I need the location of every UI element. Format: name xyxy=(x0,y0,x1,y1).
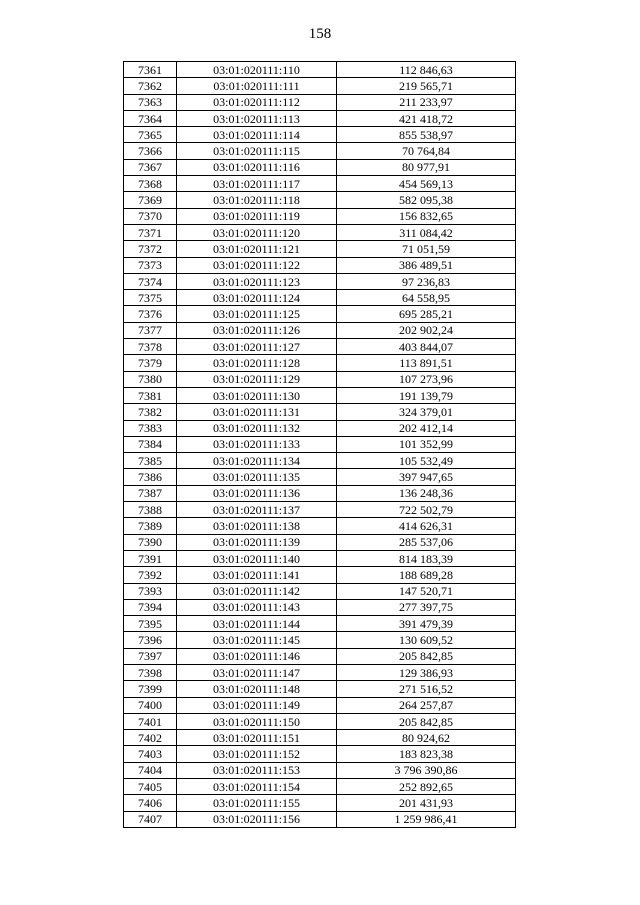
row-number-cell: 7389 xyxy=(124,518,177,534)
table-row xyxy=(124,664,516,680)
cadastral-number-cell: 03:01:020111:112 xyxy=(177,94,337,110)
cadastral-number-cell: 03:01:020111:127 xyxy=(177,339,337,355)
cadastral-number-cell: 03:01:020111:154 xyxy=(177,779,337,795)
cadastral-number-cell: 03:01:020111:119 xyxy=(177,208,337,224)
row-number-cell: 7384 xyxy=(124,436,177,452)
row-number-cell: 7365 xyxy=(124,127,177,143)
cadastral-value-cell: 113 891,51 xyxy=(337,355,516,371)
table-row xyxy=(124,762,516,778)
table-row xyxy=(124,616,516,632)
table-row xyxy=(124,518,516,534)
table-row xyxy=(124,159,516,175)
cadastral-number-cell: 03:01:020111:114 xyxy=(177,127,337,143)
cadastral-number-cell: 03:01:020111:122 xyxy=(177,257,337,273)
row-number-cell: 7379 xyxy=(124,355,177,371)
table-row xyxy=(124,485,516,501)
page-number: 158 xyxy=(308,26,332,42)
table-row xyxy=(124,681,516,697)
table-row xyxy=(124,176,516,192)
row-number-cell: 7400 xyxy=(124,697,177,713)
row-number-cell: 7393 xyxy=(124,583,177,599)
cadastral-value-cell: 112 846,63 xyxy=(337,62,516,78)
cadastral-value-cell: 201 431,93 xyxy=(337,795,516,811)
cadastral-value-cell: 814 183,39 xyxy=(337,550,516,566)
cadastral-value-cell: 130 609,52 xyxy=(337,632,516,648)
row-number-cell: 7364 xyxy=(124,110,177,126)
cadastral-number-cell: 03:01:020111:132 xyxy=(177,420,337,436)
cadastral-value-cell: 156 832,65 xyxy=(337,208,516,224)
cadastral-number-cell: 03:01:020111:116 xyxy=(177,159,337,175)
table-row xyxy=(124,404,516,420)
cadastral-value-cell: 107 273,96 xyxy=(337,371,516,387)
cadastral-number-cell: 03:01:020111:129 xyxy=(177,371,337,387)
table-row xyxy=(124,632,516,648)
table-row xyxy=(124,746,516,762)
row-number-cell: 7395 xyxy=(124,616,177,632)
table-row xyxy=(124,208,516,224)
cadastral-number-cell: 03:01:020111:144 xyxy=(177,616,337,632)
cadastral-value-cell: 1 259 986,41 xyxy=(337,811,516,827)
table-row xyxy=(124,811,516,827)
row-number-cell: 7401 xyxy=(124,713,177,729)
table-row xyxy=(124,224,516,240)
cadastral-number-cell: 03:01:020111:125 xyxy=(177,306,337,322)
table-row xyxy=(124,110,516,126)
table-row xyxy=(124,143,516,159)
row-number-cell: 7371 xyxy=(124,224,177,240)
row-number-cell: 7392 xyxy=(124,567,177,583)
cadastral-value-cell: 211 233,97 xyxy=(337,94,516,110)
table-row xyxy=(124,567,516,583)
cadastral-number-cell: 03:01:020111:156 xyxy=(177,811,337,827)
cadastral-number-cell: 03:01:020111:118 xyxy=(177,192,337,208)
cadastral-number-cell: 03:01:020111:142 xyxy=(177,583,337,599)
table-row xyxy=(124,355,516,371)
cadastral-value-cell: 695 285,21 xyxy=(337,306,516,322)
table-row xyxy=(124,273,516,289)
table-row xyxy=(124,62,516,78)
table-row xyxy=(124,453,516,469)
cadastral-value-cell: 391 479,39 xyxy=(337,616,516,632)
cadastral-number-cell: 03:01:020111:131 xyxy=(177,404,337,420)
row-number-cell: 7366 xyxy=(124,143,177,159)
row-number-cell: 7376 xyxy=(124,306,177,322)
table-row xyxy=(124,583,516,599)
cadastral-value-cell: 205 842,85 xyxy=(337,648,516,664)
row-number-cell: 7380 xyxy=(124,371,177,387)
cadastral-value-cell: 397 947,65 xyxy=(337,469,516,485)
cadastral-value-cell: 219 565,71 xyxy=(337,78,516,94)
cadastral-number-cell: 03:01:020111:140 xyxy=(177,550,337,566)
cadastral-number-cell: 03:01:020111:138 xyxy=(177,518,337,534)
cadastral-number-cell: 03:01:020111:155 xyxy=(177,795,337,811)
table-body xyxy=(124,62,516,828)
cadastral-value-cell: 71 051,59 xyxy=(337,241,516,257)
table-row xyxy=(124,371,516,387)
row-number-cell: 7373 xyxy=(124,257,177,273)
cadastral-value-cell: 147 520,71 xyxy=(337,583,516,599)
table-row xyxy=(124,339,516,355)
row-number-cell: 7377 xyxy=(124,322,177,338)
cadastral-value-cell: 188 689,28 xyxy=(337,567,516,583)
row-number-cell: 7390 xyxy=(124,534,177,550)
row-number-cell: 7387 xyxy=(124,485,177,501)
cadastral-number-cell: 03:01:020111:115 xyxy=(177,143,337,159)
cadastral-value-cell: 205 842,85 xyxy=(337,713,516,729)
table-row xyxy=(124,534,516,550)
row-number-cell: 7378 xyxy=(124,339,177,355)
row-number-cell: 7404 xyxy=(124,762,177,778)
row-number-cell: 7403 xyxy=(124,746,177,762)
cadastral-number-cell: 03:01:020111:117 xyxy=(177,176,337,192)
cadastral-value-cell: 80 924,62 xyxy=(337,730,516,746)
cadastral-value-cell: 97 236,83 xyxy=(337,273,516,289)
cadastral-number-cell: 03:01:020111:141 xyxy=(177,567,337,583)
table-row xyxy=(124,257,516,273)
cadastral-number-cell: 03:01:020111:137 xyxy=(177,502,337,518)
row-number-cell: 7388 xyxy=(124,502,177,518)
row-number-cell: 7370 xyxy=(124,208,177,224)
table-row xyxy=(124,436,516,452)
cadastral-number-cell: 03:01:020111:149 xyxy=(177,697,337,713)
table-row xyxy=(124,469,516,485)
table-row xyxy=(124,322,516,338)
table-row xyxy=(124,550,516,566)
row-number-cell: 7397 xyxy=(124,648,177,664)
table-row xyxy=(124,290,516,306)
row-number-cell: 7368 xyxy=(124,176,177,192)
row-number-cell: 7369 xyxy=(124,192,177,208)
row-number-cell: 7367 xyxy=(124,159,177,175)
cadastral-number-cell: 03:01:020111:153 xyxy=(177,762,337,778)
cadastral-value-cell: 105 532,49 xyxy=(337,453,516,469)
cadastral-value-cell: 324 379,01 xyxy=(337,404,516,420)
cadastral-number-cell: 03:01:020111:130 xyxy=(177,387,337,403)
row-number-cell: 7362 xyxy=(124,78,177,94)
table-row xyxy=(124,779,516,795)
row-number-cell: 7382 xyxy=(124,404,177,420)
table-row xyxy=(124,192,516,208)
cadastral-number-cell: 03:01:020111:128 xyxy=(177,355,337,371)
row-number-cell: 7386 xyxy=(124,469,177,485)
cadastral-value-cell: 191 139,79 xyxy=(337,387,516,403)
cadastral-number-cell: 03:01:020111:139 xyxy=(177,534,337,550)
cadastral-value-cell: 64 558,95 xyxy=(337,290,516,306)
row-number-cell: 7383 xyxy=(124,420,177,436)
cadastral-number-cell: 03:01:020111:110 xyxy=(177,62,337,78)
cadastral-value-cell: 101 352,99 xyxy=(337,436,516,452)
table-row xyxy=(124,795,516,811)
row-number-cell: 7381 xyxy=(124,387,177,403)
row-number-cell: 7374 xyxy=(124,273,177,289)
row-number-cell: 7402 xyxy=(124,730,177,746)
table-row xyxy=(124,599,516,615)
cadastral-value-cell: 3 796 390,86 xyxy=(337,762,516,778)
table-row xyxy=(124,127,516,143)
cadastral-value-cell: 80 977,91 xyxy=(337,159,516,175)
cadastral-value-cell: 277 397,75 xyxy=(337,599,516,615)
cadastral-number-cell: 03:01:020111:150 xyxy=(177,713,337,729)
cadastral-number-cell: 03:01:020111:136 xyxy=(177,485,337,501)
cadastral-value-cell: 271 516,52 xyxy=(337,681,516,697)
table-row xyxy=(124,241,516,257)
table-row xyxy=(124,697,516,713)
cadastral-value-table xyxy=(123,61,516,828)
table-row xyxy=(124,78,516,94)
cadastral-number-cell: 03:01:020111:120 xyxy=(177,224,337,240)
table-row xyxy=(124,648,516,664)
cadastral-number-cell: 03:01:020111:148 xyxy=(177,681,337,697)
row-number-cell: 7406 xyxy=(124,795,177,811)
cadastral-number-cell: 03:01:020111:123 xyxy=(177,273,337,289)
cadastral-number-cell: 03:01:020111:134 xyxy=(177,453,337,469)
table-row xyxy=(124,420,516,436)
cadastral-number-cell: 03:01:020111:121 xyxy=(177,241,337,257)
cadastral-value-cell: 70 764,84 xyxy=(337,143,516,159)
cadastral-value-cell: 421 418,72 xyxy=(337,110,516,126)
row-number-cell: 7407 xyxy=(124,811,177,827)
table-row xyxy=(124,730,516,746)
cadastral-value-cell: 202 902,24 xyxy=(337,322,516,338)
row-number-cell: 7385 xyxy=(124,453,177,469)
row-number-cell: 7375 xyxy=(124,290,177,306)
row-number-cell: 7361 xyxy=(124,62,177,78)
row-number-cell: 7391 xyxy=(124,550,177,566)
cadastral-number-cell: 03:01:020111:135 xyxy=(177,469,337,485)
cadastral-number-cell: 03:01:020111:151 xyxy=(177,730,337,746)
cadastral-number-cell: 03:01:020111:133 xyxy=(177,436,337,452)
cadastral-value-cell: 855 538,97 xyxy=(337,127,516,143)
cadastral-number-cell: 03:01:020111:147 xyxy=(177,664,337,680)
cadastral-value-cell: 202 412,14 xyxy=(337,420,516,436)
cadastral-value-cell: 311 084,42 xyxy=(337,224,516,240)
cadastral-number-cell: 03:01:020111:113 xyxy=(177,110,337,126)
cadastral-number-cell: 03:01:020111:145 xyxy=(177,632,337,648)
cadastral-number-cell: 03:01:020111:111 xyxy=(177,78,337,94)
table-row xyxy=(124,502,516,518)
cadastral-number-cell: 03:01:020111:124 xyxy=(177,290,337,306)
cadastral-value-cell: 285 537,06 xyxy=(337,534,516,550)
cadastral-value-cell: 252 892,65 xyxy=(337,779,516,795)
cadastral-value-cell: 403 844,07 xyxy=(337,339,516,355)
row-number-cell: 7394 xyxy=(124,599,177,615)
cadastral-value-cell: 136 248,36 xyxy=(337,485,516,501)
row-number-cell: 7399 xyxy=(124,681,177,697)
row-number-cell: 7363 xyxy=(124,94,177,110)
cadastral-value-cell: 183 823,38 xyxy=(337,746,516,762)
table-row xyxy=(124,94,516,110)
row-number-cell: 7396 xyxy=(124,632,177,648)
table-row xyxy=(124,306,516,322)
cadastral-value-cell: 264 257,87 xyxy=(337,697,516,713)
cadastral-number-cell: 03:01:020111:126 xyxy=(177,322,337,338)
row-number-cell: 7398 xyxy=(124,664,177,680)
cadastral-number-cell: 03:01:020111:146 xyxy=(177,648,337,664)
cadastral-value-cell: 386 489,51 xyxy=(337,257,516,273)
cadastral-value-cell: 454 569,13 xyxy=(337,176,516,192)
cadastral-number-cell: 03:01:020111:152 xyxy=(177,746,337,762)
cadastral-value-cell: 414 626,31 xyxy=(337,518,516,534)
table-row xyxy=(124,387,516,403)
row-number-cell: 7372 xyxy=(124,241,177,257)
cadastral-value-cell: 129 386,93 xyxy=(337,664,516,680)
cadastral-value-cell: 582 095,38 xyxy=(337,192,516,208)
table-row xyxy=(124,713,516,729)
row-number-cell: 7405 xyxy=(124,779,177,795)
cadastral-value-cell: 722 502,79 xyxy=(337,502,516,518)
cadastral-number-cell: 03:01:020111:143 xyxy=(177,599,337,615)
